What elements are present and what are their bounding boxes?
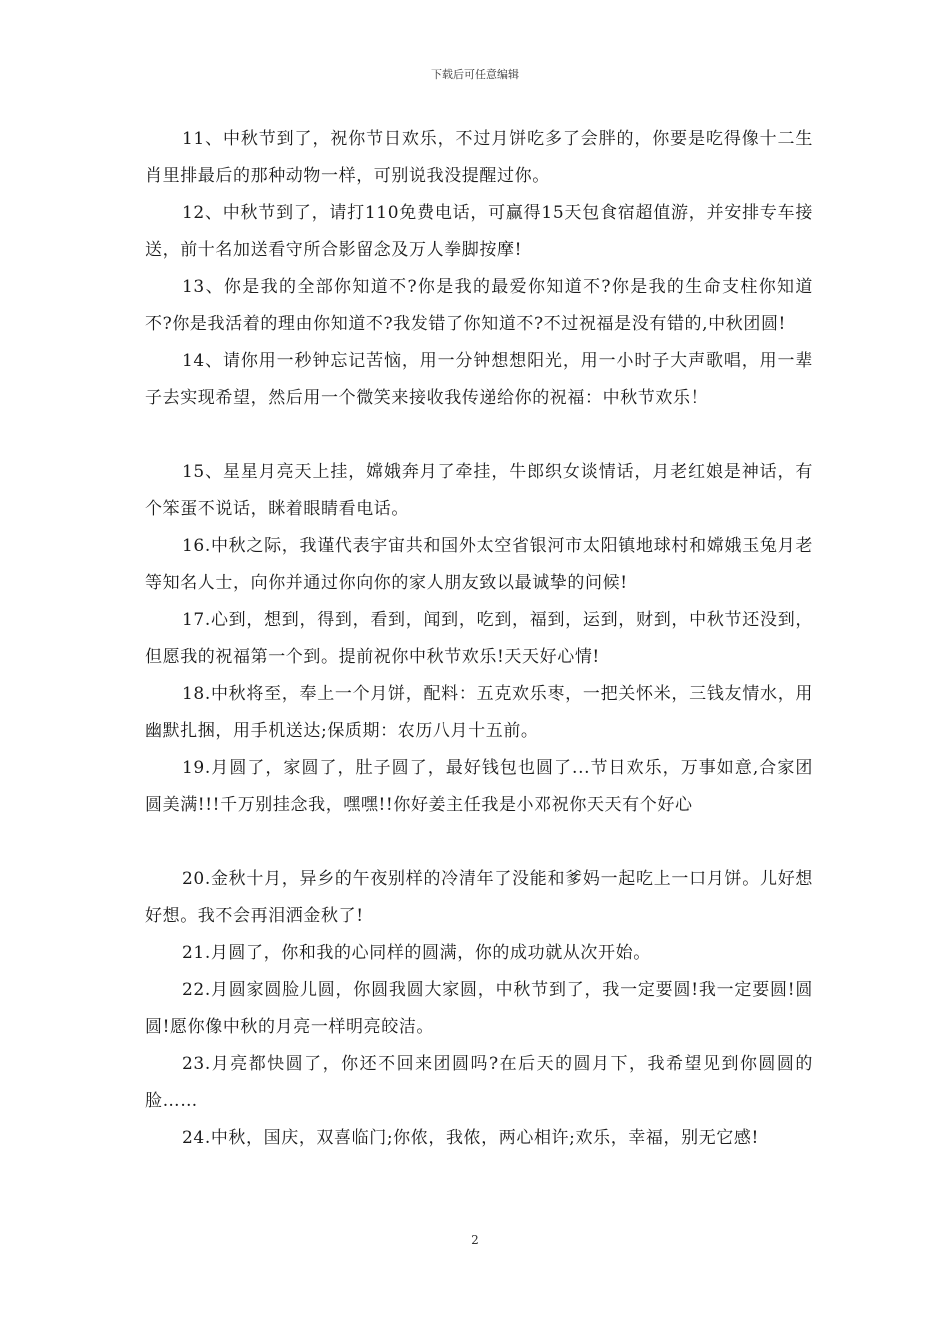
paragraph-12: 12、中秋节到了，请打110免费电话，可赢得15天包食宿超值游，并安排专车接送，前十名加送看守所合影留念及万人拳脚按摩! [145,203,813,260]
paragraph-15: 15、星星月亮天上挂，嫦娥奔月了牵挂，牛郎织女谈情话，月老红娘是神话，有个笨蛋不说话，眯着眼睛看电话。 [145,462,813,519]
paragraph-19: 19.月圆了，家圆了，肚子圆了，最好钱包也圆了...节日欢乐，万事如意,合家团圆美满!!!千万别挂念我，嘿嘿!!你好姜主任我是小邓祝你天天有个好心 [145,758,813,815]
paragraph-11: 11、中秋节到了，祝你节日欢乐，不过月饼吃多了会胖的，你要是吃得像十二生肖里排最后的那种动物一样，可别说我没提醒过你。 [145,129,813,186]
paragraph-23: 23.月亮都快圆了，你还不回来团圆吗?在后天的圆月下，我希望见到你圆圆的脸…… [145,1054,813,1111]
paragraph-18: 18.中秋将至，奉上一个月饼，配料：五克欢乐枣，一把关怀米，三钱友情水，用幽默扎捆，用手机送达;保质期：农历八月十五前。 [145,684,813,741]
paragraph-20: 20.金秋十月，异乡的午夜别样的冷清年了没能和爹妈一起吃上一口月饼。儿好想好想。我不会再泪洒金秋了! [145,869,813,926]
paragraph-17: 17.心到，想到，得到，看到，闻到，吃到，福到，运到，财到，中秋节还没到，但愿我的祝福第一个到。提前祝你中秋节欢乐!天天好心情! [145,610,813,667]
blank-line [145,824,813,861]
paragraph-14: 14、请你用一秒钟忘记苦恼，用一分钟想想阳光，用一小时子大声歌唱，用一辈子去实现希望，然后用一个微笑来接收我传递给你的祝福：中秋节欢乐！ [145,351,813,408]
paragraph-22: 22.月圆家圆脸儿圆，你圆我圆大家圆，中秋节到了，我一定要圆!我一定要圆!圆圆!愿你像中秋的月亮一样明亮皎洁。 [145,980,813,1037]
page-header: 下载后可任意编辑 [431,68,519,81]
blank-line [145,417,813,454]
paragraph-13: 13、你是我的全部你知道不?你是我的最爱你知道不?你是我的生命支柱你知道不?你是我活着的理由你知道不?我发错了你知道不?不过祝福是没有错的,中秋团圆! [145,277,813,334]
paragraph-16: 16.中秋之际，我谨代表宇宙共和国外太空省银河市太阳镇地球村和嫦娥玉兔月老等知名人士，向你并通过你向你的家人朋友致以最诚挚的问候! [145,536,813,593]
page-number: 2 [471,1233,479,1247]
paragraph-24: 24.中秋，国庆，双喜临门;你侬，我侬，两心相许;欢乐，幸福，别无它感! [182,1128,759,1148]
document-body [145,121,813,1157]
paragraph-21: 21.月圆了，你和我的心同样的圆满，你的成功就从次开始。 [182,943,651,963]
